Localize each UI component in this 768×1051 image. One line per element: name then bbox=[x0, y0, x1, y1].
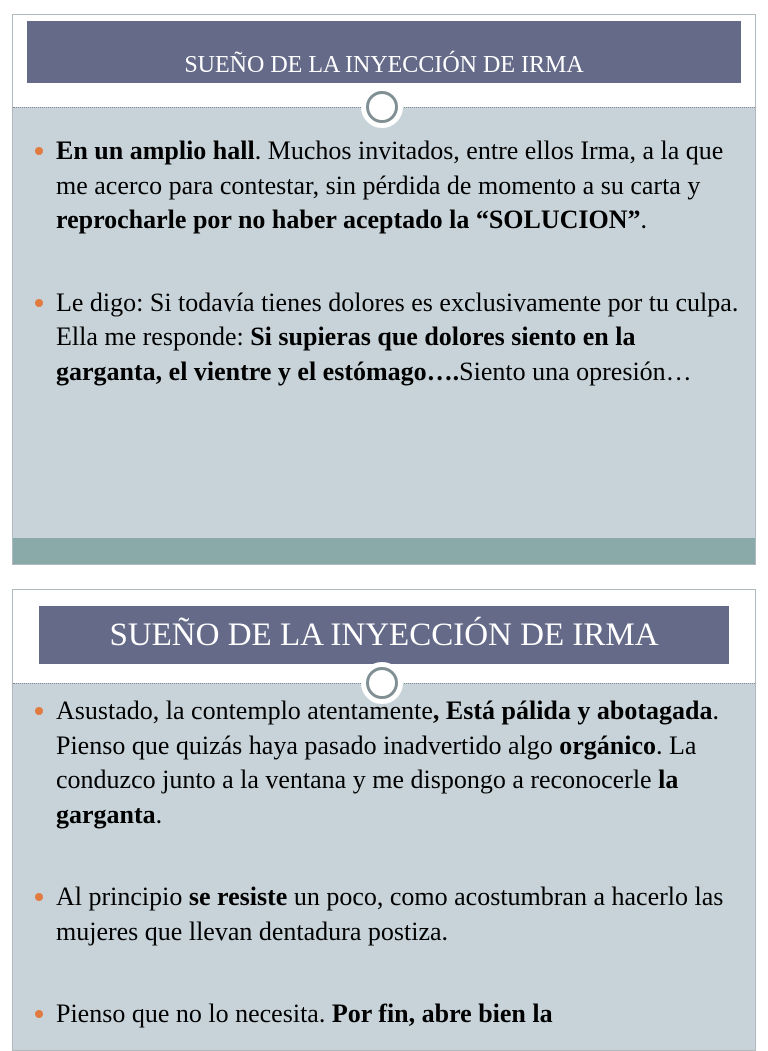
bold-text: orgánico bbox=[559, 730, 657, 760]
bold-text: se resiste bbox=[188, 882, 288, 911]
bold-text: , Está pálida y abotagada bbox=[432, 696, 713, 725]
body-text: Asustado, la contemplo atentamente bbox=[56, 696, 433, 725]
bullet-item bbox=[35, 134, 741, 238]
slide-content bbox=[35, 694, 741, 1051]
bold-text: reprocharle por no haber aceptado la “SOLUCION” bbox=[56, 205, 641, 234]
body-text: Al principio bbox=[56, 882, 189, 911]
bullet-item bbox=[35, 880, 741, 949]
body-text: un poco, como acostumbran a hacerlo las mujeres que llevan dentadura postiza. bbox=[56, 882, 724, 946]
slide-2 bbox=[12, 589, 756, 1051]
body-text: . bbox=[640, 205, 648, 234]
footer-band bbox=[13, 538, 755, 564]
body-text: . La conduzco junto a la ventana y me dispongo a reconocerle bbox=[56, 730, 697, 794]
slide-content bbox=[35, 134, 741, 437]
bullet-item bbox=[35, 286, 741, 390]
bullet-item bbox=[35, 997, 741, 1032]
body-text: . Pienso que quizás haya pasado inadvertido algo bbox=[56, 696, 719, 760]
bold-text: Por fin, abre bien la bbox=[331, 999, 553, 1028]
slide-title: SUEÑO DE LA INYECCIÓN DE IRMA bbox=[39, 606, 729, 664]
bold-text: la garganta bbox=[56, 765, 679, 829]
bold-text: Si supieras que dolores siento en la garganta, el vientre y el estómago…. bbox=[56, 322, 636, 386]
slide-title: SUEÑO DE LA INYECCIÓN DE IRMA bbox=[27, 21, 741, 83]
body-text: Siento una opresión… bbox=[459, 356, 692, 386]
bold-text: En un amplio hall bbox=[56, 136, 255, 165]
body-text: Le digo: Si todavía tienes dolores es exclusivamente por tu culpa. Ella me responde: bbox=[56, 287, 739, 351]
slide-1 bbox=[12, 14, 756, 565]
bullet-item bbox=[35, 694, 741, 832]
circle-ornament-icon bbox=[361, 86, 403, 128]
body-text: . bbox=[155, 799, 163, 829]
body-text: Pienso que no lo necesita. bbox=[56, 999, 332, 1028]
body-text: . Muchos invitados, entre ellos Irma, a la que me acerco para contestar, sin pérdida de momento a su carta y bbox=[56, 136, 724, 200]
